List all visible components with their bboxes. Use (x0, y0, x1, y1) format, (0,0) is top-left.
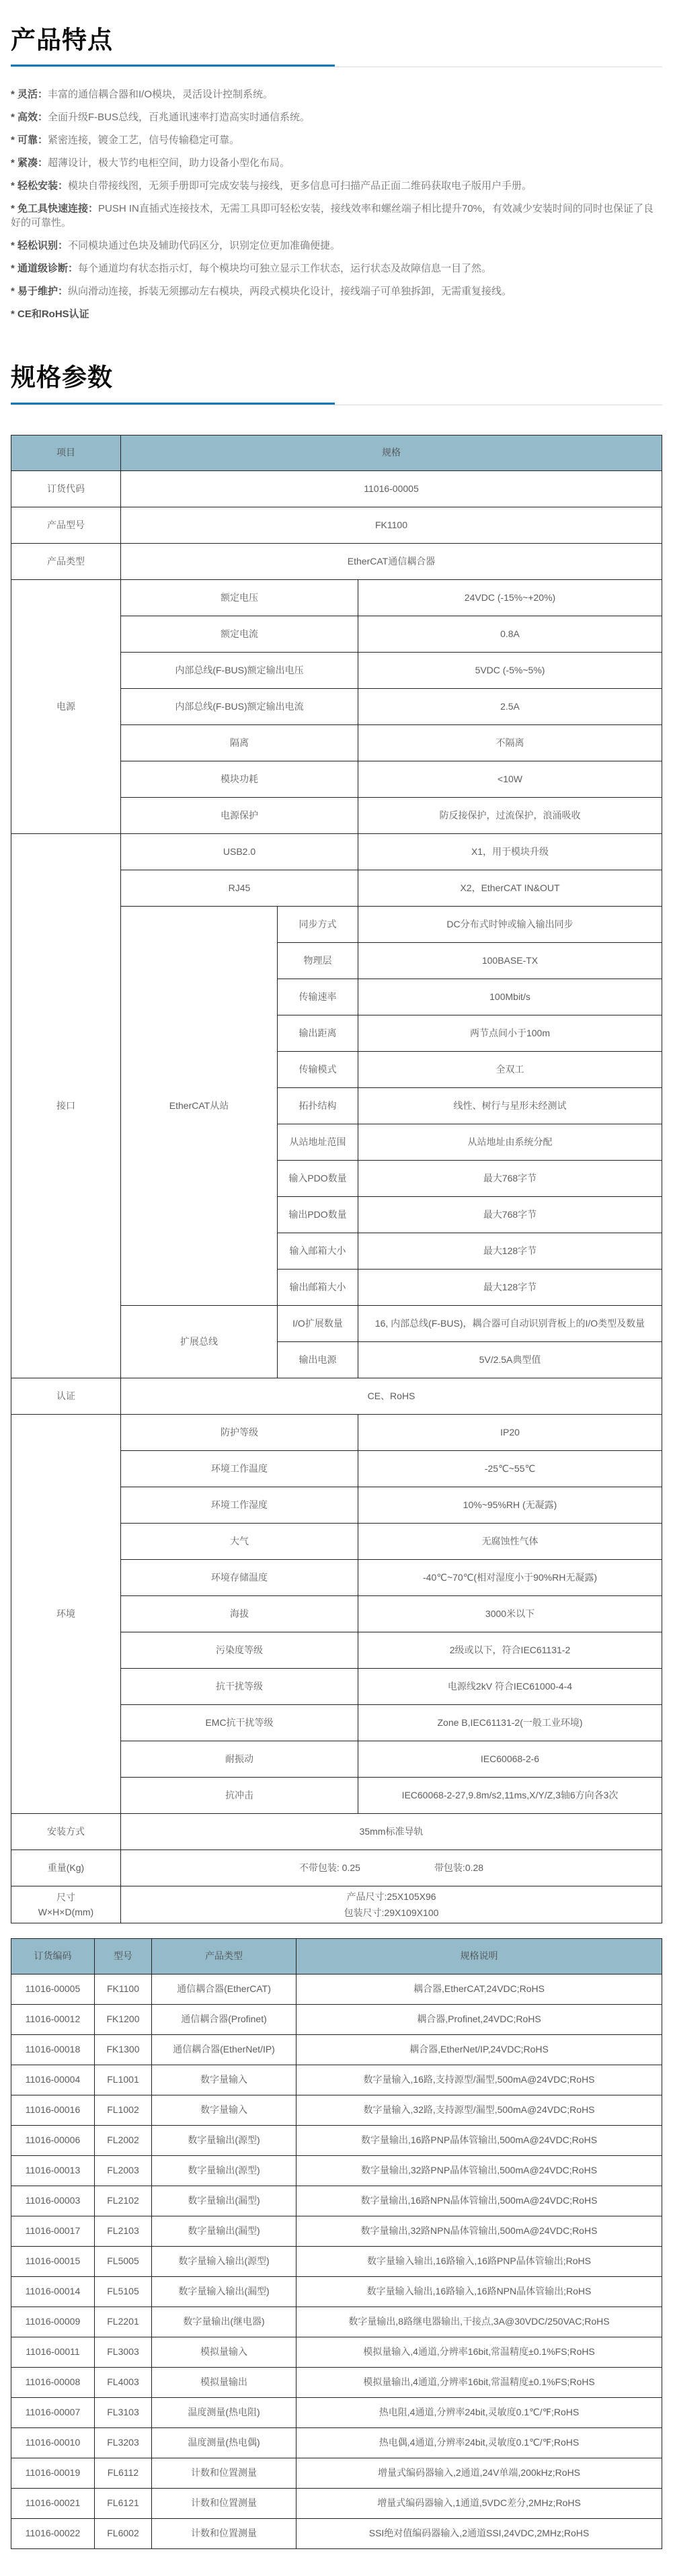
spec-value: 最大768字节 (358, 1196, 662, 1233)
parts-table-row (11, 2186, 662, 2216)
spec-sublabel: 额定电流 (121, 616, 358, 652)
spec-value: 0.8A (358, 616, 662, 652)
spec-subgroup-label: 扩展总线 (121, 1305, 278, 1378)
spec-sublabel: 从站地址范围 (278, 1124, 358, 1160)
parts-type-cell: 数字量输出(漏型) (152, 2216, 296, 2246)
spec-value: 5V/2.5A典型值 (358, 1341, 662, 1378)
spec-value: -25℃~55℃ (358, 1450, 662, 1487)
product-size: 产品尺寸:25X105X96 (346, 1891, 436, 1902)
parts-desc-cell: 数字量输入输出,16路输入,16路NPN晶体管输出;RoHS (296, 2276, 662, 2307)
spec-row (11, 579, 662, 616)
spec-value: 100Mbit/s (358, 979, 662, 1015)
feature-item (11, 239, 662, 253)
spec-sublabel: 海拔 (121, 1595, 358, 1632)
spec-label (11, 1886, 121, 1923)
parts-type-cell: 温度测量(热电偶) (152, 2427, 296, 2458)
feature-text: 丰富的通信耦合器和I/O模块，灵活设计控制系统。 (48, 89, 274, 101)
parts-type-cell: 数字量输入输出(漏型) (152, 2276, 296, 2307)
spec-value: X2，EtherCAT IN&OUT (358, 870, 662, 906)
spec-value: Zone B,IEC61131-2(一般工业环境) (358, 1704, 662, 1741)
spec-value: 无腐蚀性气体 (358, 1523, 662, 1559)
spec-value: IEC60068-2-6 (358, 1741, 662, 1777)
spec-value: 10%~95%RH (无凝露) (358, 1487, 662, 1523)
spec-value: 11016-00005 (121, 470, 662, 507)
spec-value: 5VDC (-5%~5%) (358, 652, 662, 688)
parts-code-cell: 11016-00010 (11, 2427, 95, 2458)
parts-header-row (11, 1938, 662, 1974)
feature-text: 超薄设计，极大节约电柜空间，助力设备小型化布局。 (48, 157, 290, 169)
size-label-line1: 尺寸 (56, 1891, 75, 1903)
parts-model-cell: FL2003 (95, 2155, 152, 2186)
spec-sublabel: 输出距离 (278, 1015, 358, 1051)
parts-model-cell: FL3203 (95, 2427, 152, 2458)
spec-value: 防反接保护，过流保护，浪涌吸收 (358, 797, 662, 833)
spec-sublabel: 额定电压 (121, 579, 358, 616)
parts-model-cell: FK1300 (95, 2034, 152, 2065)
parts-type-cell: 数字量输出(源型) (152, 2125, 296, 2155)
parts-code-cell: 11016-00012 (11, 2004, 95, 2034)
package-size: 包装尺寸:29X109X100 (344, 1907, 439, 1918)
parts-desc-cell: 热电阻,4通道,分辨率24bit,灵敏度0.1℃/℉;RoHS (296, 2397, 662, 2427)
parts-type-cell: 数字量输入 (152, 2095, 296, 2125)
parts-desc-cell: 数字量输出,32路NPN晶体管输出,500mA@24VDC;RoHS (296, 2216, 662, 2246)
spec-value (121, 1850, 662, 1886)
parts-type-cell: 计数和位置测量 (152, 2458, 296, 2488)
parts-desc-cell: 热电偶,4通道,分辨率24bit,灵敏度0.1℃/℉;RoHS (296, 2427, 662, 2458)
parts-header-type: 产品类型 (152, 1938, 296, 1974)
parts-table-row (11, 2397, 662, 2427)
parts-code-cell: 11016-00008 (11, 2367, 95, 2397)
parts-model-cell: FK1200 (95, 2004, 152, 2034)
spec-value: 全双工 (358, 1051, 662, 1087)
parts-type-cell: 数字量输入输出(源型) (152, 2246, 296, 2276)
spec-sublabel: 环境存储温度 (121, 1559, 358, 1595)
feature-item (11, 261, 662, 276)
spec-value: <10W (358, 761, 662, 797)
parts-desc-cell: 耦合器,EtherNet/IP,24VDC;RoHS (296, 2034, 662, 2065)
parts-desc-cell: 模拟量输入,4通道,分辨率16bit,常温精度±0.1%FS;RoHS (296, 2337, 662, 2367)
spec-label: 产品类型 (11, 543, 121, 579)
parts-desc-cell: 数字量输入,32路,支持源型/漏型,500mA@24VDC;RoHS (296, 2095, 662, 2125)
parts-header-model: 型号 (95, 1938, 152, 1974)
parts-type-cell: 计数和位置测量 (152, 2488, 296, 2518)
feature-label: * 轻松识别： (11, 240, 69, 252)
spec-sublabel: USB2.0 (121, 833, 358, 870)
spec-value: EtherCAT通信耦合器 (121, 543, 662, 579)
feature-label: * 可靠： (11, 134, 48, 147)
spec-sublabel: 隔离 (121, 724, 358, 761)
weight-no-package: 不带包装: 0.25 (299, 1862, 360, 1873)
spec-label: 安装方式 (11, 1813, 121, 1850)
page-container (0, 26, 673, 2576)
spec-label: 产品型号 (11, 507, 121, 543)
parts-model-cell: FL6121 (95, 2488, 152, 2518)
parts-desc-cell: 模拟量输出,4通道,分辨率16bit,常温精度±0.1%FS;RoHS (296, 2367, 662, 2397)
parts-code-cell: 11016-00003 (11, 2186, 95, 2216)
features-list (11, 87, 662, 321)
feature-text: PUSH IN直插式连接技术，无需工具即可轻松安装，接线效率和螺丝端子相比提升70%，有效减少安装时间的同时也保证了良好的可靠性。 (11, 203, 654, 229)
spec-label: 订货代码 (11, 470, 121, 507)
parts-code-cell: 11016-00015 (11, 2246, 95, 2276)
parts-table-row (11, 2488, 662, 2518)
parts-type-cell: 模拟量输出 (152, 2367, 296, 2397)
parts-table-row (11, 2307, 662, 2337)
size-label-line2: W×H×D(mm) (38, 1906, 94, 1917)
spec-header-item: 项目 (11, 435, 121, 470)
spec-sublabel: 输入邮箱大小 (278, 1233, 358, 1269)
parts-table-row (11, 2518, 662, 2548)
spec-row (11, 1850, 662, 1886)
parts-desc-cell: SSI绝对值编码器输入,2通道SSI,24VDC,2MHz;RoHS (296, 2518, 662, 2548)
feature-item (11, 87, 662, 101)
spec-sublabel: 输出PDO数量 (278, 1196, 358, 1233)
parts-table-row (11, 2337, 662, 2367)
feature-label: * 高效： (11, 112, 48, 124)
spec-header-row (11, 435, 662, 470)
parts-model-cell: FL2201 (95, 2307, 152, 2337)
parts-table-row (11, 2065, 662, 2095)
parts-code-cell: 11016-00014 (11, 2276, 95, 2307)
feature-text: 不同模块通过色块及辅助代码区分，识别定位更加准确便捷。 (68, 240, 341, 252)
spec-value: 从站地址由系统分配 (358, 1124, 662, 1160)
spec-label: 重量(Kg) (11, 1850, 121, 1886)
parts-code-cell: 11016-00009 (11, 2307, 95, 2337)
parts-code-cell: 11016-00005 (11, 1974, 95, 2004)
spec-sublabel: EMC抗干扰等级 (121, 1704, 358, 1741)
spec-sublabel: RJ45 (121, 870, 358, 906)
spec-row (11, 543, 662, 579)
spec-row (11, 1414, 662, 1450)
parts-code-cell: 11016-00022 (11, 2518, 95, 2548)
parts-model-cell: FL3003 (95, 2337, 152, 2367)
parts-table-row (11, 2458, 662, 2488)
spec-sublabel: 传输速率 (278, 979, 358, 1015)
parts-model-cell: FL6002 (95, 2518, 152, 2548)
spec-value: IP20 (358, 1414, 662, 1450)
parts-table-row (11, 2276, 662, 2307)
spec-sublabel: 传输模式 (278, 1051, 358, 1087)
features-title: 产品特点 (11, 26, 113, 54)
parts-code-cell: 11016-00006 (11, 2125, 95, 2155)
spec-sublabel: 环境工作温度 (121, 1450, 358, 1487)
spec-sublabel: 拓扑结构 (278, 1087, 358, 1124)
spec-sublabel: 输出邮箱大小 (278, 1269, 358, 1305)
parts-table-row (11, 2095, 662, 2125)
parts-type-cell: 通信耦合器(EtherNet/IP) (152, 2034, 296, 2065)
parts-code-cell: 11016-00021 (11, 2488, 95, 2518)
parts-model-cell: FL5005 (95, 2246, 152, 2276)
spec-subgroup-label: EtherCAT从站 (121, 906, 278, 1305)
parts-table-row (11, 2246, 662, 2276)
parts-type-cell: 数字量输出(继电器) (152, 2307, 296, 2337)
spec-sublabel: 抗干扰等级 (121, 1668, 358, 1704)
parts-code-cell: 11016-00019 (11, 2458, 95, 2488)
parts-table-row (11, 2367, 662, 2397)
spec-value: 35mm标准导轨 (121, 1813, 662, 1850)
parts-table-row (11, 2427, 662, 2458)
feature-item (11, 156, 662, 170)
feature-item (11, 110, 662, 124)
feature-item (11, 284, 662, 298)
spec-value: 16, 内部总线(F-BUS)，耦合器可自动识别背板上的I/O类型及数量 (358, 1305, 662, 1341)
spec-sublabel: 环境工作湿度 (121, 1487, 358, 1523)
feature-label: * 灵活： (11, 89, 48, 101)
spec-table (11, 435, 662, 1923)
feature-label: * CE和RoHS认证 (11, 308, 89, 321)
spec-row (11, 1813, 662, 1850)
spec-sublabel: 内部总线(F-BUS)额定输出电流 (121, 688, 358, 724)
spec-value: 电源线2kV 符合IEC61000-4-4 (358, 1668, 662, 1704)
spec-group-label: 电源 (11, 579, 121, 833)
parts-type-cell: 计数和位置测量 (152, 2518, 296, 2548)
spec-value: 2.5A (358, 688, 662, 724)
spec-value: 最大768字节 (358, 1160, 662, 1196)
parts-type-cell: 数字量输出(漏型) (152, 2186, 296, 2216)
parts-type-cell: 通信耦合器(EtherCAT) (152, 1974, 296, 2004)
spec-header-value: 规格 (121, 435, 662, 470)
spec-sublabel: 物理层 (278, 942, 358, 979)
feature-text: 模块自带接线图，无须手册即可完成安装与接线，更多信息可扫描产品正面二维码获取电子版用户手册。 (68, 180, 532, 192)
parts-model-cell: FL5105 (95, 2276, 152, 2307)
feature-item (11, 202, 662, 230)
spec-sublabel: 同步方式 (278, 906, 358, 942)
spec-row (11, 1378, 662, 1414)
parts-model-cell: FL1001 (95, 2065, 152, 2095)
parts-code-cell: 11016-00004 (11, 2065, 95, 2095)
parts-code-cell: 11016-00018 (11, 2034, 95, 2065)
spec-row (11, 1886, 662, 1923)
spec-value: 两节点间小于100m (358, 1015, 662, 1051)
parts-type-cell: 模拟量输入 (152, 2337, 296, 2367)
spec-sublabel: 大气 (121, 1523, 358, 1559)
spec-value: 3000米以下 (358, 1595, 662, 1632)
spec-sublabel: I/O扩展数量 (278, 1305, 358, 1341)
parts-desc-cell: 数字量输出,8路继电器输出,干接点,3A@30VDC/250VAC;RoHS (296, 2307, 662, 2337)
spec-value (121, 1886, 662, 1923)
parts-table-row (11, 2216, 662, 2246)
parts-code-cell: 11016-00011 (11, 2337, 95, 2367)
parts-desc-cell: 增量式编码器输入,2通道,24V单端,200kHz;RoHS (296, 2458, 662, 2488)
parts-desc-cell: 数字量输入输出,16路输入,16路PNP晶体管输出;RoHS (296, 2246, 662, 2276)
parts-desc-cell: 增量式编码器输入,1通道,5VDC差分,2MHz;RoHS (296, 2488, 662, 2518)
spec-value: 24VDC (-15%~+20%) (358, 579, 662, 616)
feature-text: 全面升级F-BUS总线，百兆通讯速率打造高实时通信系统。 (48, 112, 311, 124)
parts-table (11, 1938, 662, 2549)
parts-desc-cell: 耦合器,EtherCAT,24VDC;RoHS (296, 1974, 662, 2004)
spec-sublabel: 耐振动 (121, 1741, 358, 1777)
feature-label: * 免工具快速连接： (11, 203, 99, 215)
spec-value: X1，用于模块升级 (358, 833, 662, 870)
parts-desc-cell: 数字量输出,32路PNP晶体管输出,500mA@24VDC;RoHS (296, 2155, 662, 2186)
feature-label: * 易于维护： (11, 286, 69, 298)
spec-group-label: 环境 (11, 1414, 121, 1813)
parts-type-cell: 温度测量(热电阻) (152, 2397, 296, 2427)
parts-desc-cell: 数字量输出,16路NPN晶体管输出,500mA@24VDC;RoHS (296, 2186, 662, 2216)
spec-value: 线性、树行与星形未经测试 (358, 1087, 662, 1124)
spec-sublabel: 模块功耗 (121, 761, 358, 797)
feature-text: 纵向滑动连接，拆装无须挪动左右模块，两段式模块化设计，接线端子可单独拆卸，无需重复接线。 (68, 286, 512, 298)
spec-value: -40℃~70℃(相对湿度小于90%RH无凝露) (358, 1559, 662, 1595)
spec-sublabel: 抗冲击 (121, 1777, 358, 1813)
spec-sublabel: 输出电源 (278, 1341, 358, 1378)
spec-value: 不隔离 (358, 724, 662, 761)
spec-value: 100BASE-TX (358, 942, 662, 979)
feature-label: * 紧凑： (11, 157, 48, 169)
feature-item (11, 133, 662, 147)
spec-sublabel: 防护等级 (121, 1414, 358, 1450)
parts-table-row (11, 2125, 662, 2155)
parts-model-cell: FL3103 (95, 2397, 152, 2427)
parts-model-cell: FL2103 (95, 2216, 152, 2246)
parts-type-cell: 数字量输入 (152, 2065, 296, 2095)
spec-value: 2级或以下，符合IEC61131-2 (358, 1632, 662, 1668)
parts-table-row (11, 2155, 662, 2186)
parts-table-row (11, 1974, 662, 2004)
parts-model-cell: FL6112 (95, 2458, 152, 2488)
spec-sublabel: 内部总线(F-BUS)额定输出电压 (121, 652, 358, 688)
spec-value: FK1100 (121, 507, 662, 543)
feature-text: 紧密连接，镀金工艺，信号传输稳定可靠。 (48, 134, 240, 147)
spec-sublabel: 电源保护 (121, 797, 358, 833)
feature-item (11, 307, 662, 321)
parts-model-cell: FL2102 (95, 2186, 152, 2216)
parts-type-cell: 数字量输出(源型) (152, 2155, 296, 2186)
feature-item (11, 179, 662, 193)
spec-label: 认证 (11, 1378, 121, 1414)
spec-value: IEC60068-2-27,9.8m/s2,11ms,X/Y/Z,3轴6方向各3次 (358, 1777, 662, 1813)
spec-row (11, 833, 662, 870)
parts-model-cell: FL1002 (95, 2095, 152, 2125)
spec-row (11, 507, 662, 543)
spec-value: 最大128字节 (358, 1233, 662, 1269)
parts-desc-cell: 数字量输出,16路PNP晶体管输出,500mA@24VDC;RoHS (296, 2125, 662, 2155)
parts-model-cell: FL2002 (95, 2125, 152, 2155)
parts-code-cell: 11016-00013 (11, 2155, 95, 2186)
spec-row (11, 470, 662, 507)
parts-code-cell: 11016-00017 (11, 2216, 95, 2246)
spec-group-label: 接口 (11, 833, 121, 1378)
parts-table-row (11, 2034, 662, 2065)
weight-with-package: 带包装:0.28 (434, 1862, 484, 1873)
features-title-underline (11, 65, 662, 67)
specs-title: 规格参数 (11, 364, 113, 392)
spec-sublabel: 污染度等级 (121, 1632, 358, 1668)
spec-value: CE、RoHS (121, 1378, 662, 1414)
feature-label: * 通道级诊断： (11, 263, 79, 275)
parts-type-cell: 通信耦合器(Profinet) (152, 2004, 296, 2034)
parts-desc-cell: 耦合器,Profinet,24VDC;RoHS (296, 2004, 662, 2034)
parts-model-cell: FK1100 (95, 1974, 152, 2004)
parts-model-cell: FL4003 (95, 2367, 152, 2397)
specs-title-underline (11, 403, 662, 405)
parts-code-cell: 11016-00016 (11, 2095, 95, 2125)
parts-table-row (11, 2004, 662, 2034)
parts-code-cell: 11016-00007 (11, 2397, 95, 2427)
feature-label: * 轻松安装： (11, 180, 69, 192)
parts-header-code: 订货编码 (11, 1938, 95, 1974)
parts-header-desc: 规格说明 (296, 1938, 662, 1974)
spec-value: DC分布式时钟或输入输出同步 (358, 906, 662, 942)
spec-sublabel: 输入PDO数量 (278, 1160, 358, 1196)
parts-desc-cell: 数字量输入,16路,支持源型/漏型,500mA@24VDC;RoHS (296, 2065, 662, 2095)
spec-value: 最大128字节 (358, 1269, 662, 1305)
feature-text: 每个通道均有状态指示灯，每个模块均可独立显示工作状态，运行状态及故障信息一目了然。 (78, 263, 492, 275)
